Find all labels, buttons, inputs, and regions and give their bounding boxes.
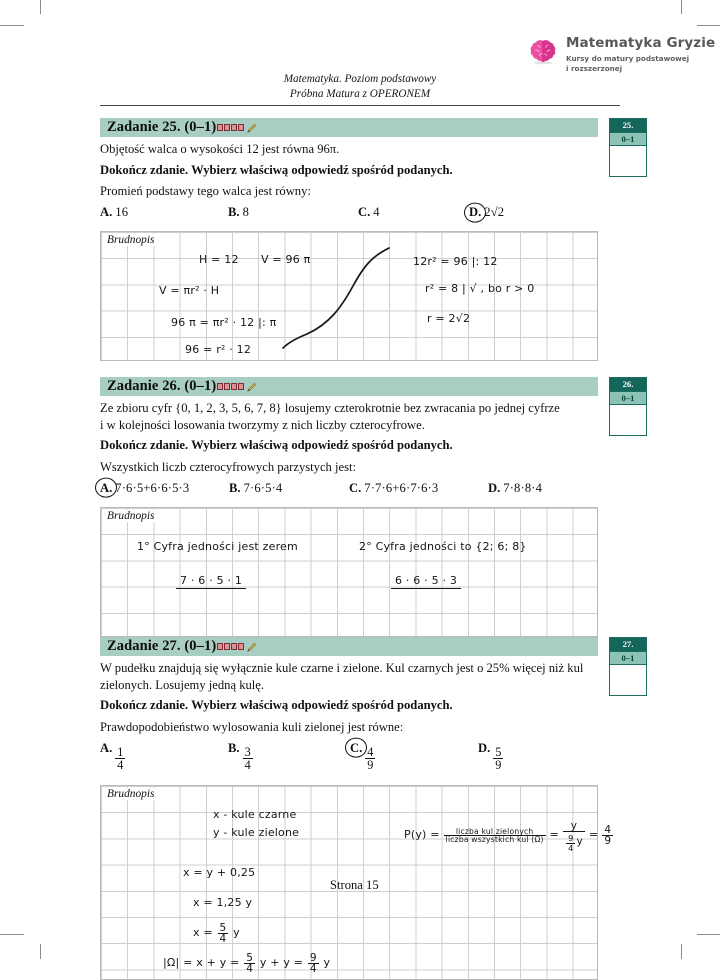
handwriting-line-omega: |Ω| = x + y = $\frac{5}{4}$ y + y = $\frac{9}{4}$ y (163, 951, 331, 976)
task-27-scratch-label: Brudnopis (106, 788, 157, 800)
crop-mark-bottom-left-vertical (40, 944, 41, 959)
crop-mark-bottom-right-horizontal (697, 934, 720, 935)
crop-mark-bottom-left-horizontal (0, 934, 24, 935)
task-26-header-bar (100, 377, 598, 396)
task-26-body-line-2: i w kolejności losowania tworzymy z nich liczby czterocyfrowe. (100, 417, 425, 432)
answer-label: A. (100, 205, 113, 220)
task-26-title: Zadanie 26. (0–1) (107, 378, 217, 394)
answer-label-circled: A. (100, 480, 113, 495)
task-26-answers (100, 481, 598, 503)
handwriting-fraction: $\frac{9}{4}$ (309, 951, 317, 976)
handwriting-line: r² = 8 | √ , bo r > 0 (425, 282, 535, 296)
handwriting-fraction: $\frac{5}{4}$ (246, 951, 254, 976)
fraction-numerator: 3 (244, 744, 251, 759)
task-25-key-blank[interactable] (610, 146, 646, 176)
answer-label: B. (228, 740, 240, 755)
handwriting-line: 2° Cyfra jedności to {2; 6; 8} (359, 539, 527, 553)
task-27-body-line-1: W pudełku znajdują się wyłącznie kule czarne i zielone. Kul czarnych jest o 25% więcej niż kul (100, 661, 584, 675)
task-27-key-number: 27. (610, 638, 646, 651)
task-27-answer-c[interactable] (350, 740, 375, 773)
brand-text-block (566, 36, 715, 74)
task-25-key-number: 25. (610, 119, 646, 132)
task-27-answer-b[interactable] (228, 740, 253, 773)
handwriting-line: V = 96 π (261, 253, 311, 267)
task-26-key-number: 26. (610, 378, 646, 391)
task-25-lead: Promień podstawy tego walca jest równy: (100, 184, 311, 199)
rating-squares-icon (217, 124, 244, 131)
handwriting-line: 96 = r² · 12 (185, 343, 252, 357)
fraction-denominator: 9 (367, 758, 374, 773)
fraction-denominator-text: liczba wszystkich kul (Ω) (445, 835, 544, 845)
task-27-instruction: Dokończ zdanie. Wybierz właściwą odpowiedź spośród podanych. (100, 698, 453, 713)
answer-label: D. (478, 740, 491, 755)
nested-fraction: $\frac{9}{4}$ (568, 833, 574, 853)
running-head (0, 72, 720, 102)
crop-mark-top-left-vertical (40, 0, 41, 14)
handwriting-line: x - kule czarne (213, 807, 297, 821)
brand-subtitle-line-2: i rozszerzonej (566, 63, 623, 73)
answer-value: 8 (242, 205, 250, 220)
running-head-line-1: Matematyka. Poziom podstawowy (283, 73, 437, 85)
answer-label: B. (228, 205, 240, 220)
handwriting-line: H = 12 (199, 253, 239, 267)
handwriting-line: x = y + 0,25 (183, 865, 256, 879)
crop-mark-top-left-horizontal (0, 25, 24, 26)
task-25-scratch-grid[interactable] (100, 231, 598, 361)
task-26-answer-a[interactable] (100, 481, 189, 496)
task-26-answer-c[interactable] (349, 481, 438, 496)
equals-sign: = (549, 828, 560, 842)
task-25-key-box (609, 118, 647, 177)
fraction-numerator: 5 (495, 744, 502, 759)
task-25-instruction: Dokończ zdanie. Wybierz właściwą odpowiedź spośród podanych. (100, 162, 453, 177)
answer-label: C. (349, 480, 362, 495)
rating-squares-icon (217, 383, 244, 390)
crop-mark-bottom-right-vertical (681, 944, 682, 959)
fraction-denominator: 4 (117, 758, 124, 773)
task-27-header-bar (100, 637, 598, 656)
task-25-title: Zadanie 25. (0–1) (107, 119, 217, 135)
brand-subtitle-line-1: Kursy do matury podstawowej (566, 53, 690, 63)
handwriting-line-x-equals-five-fourths-y: x = $\frac{5}{4}$ y (193, 921, 240, 946)
fraction-numerator: y (570, 819, 578, 832)
handwriting-line: 7 · 6 · 5 · 1 (176, 574, 246, 589)
handwriting-line: y - kule zielone (213, 825, 300, 839)
answer-value: 4 (373, 205, 380, 220)
brand-title: Matematyka Gryzie (566, 35, 716, 51)
answer-label: C. (358, 205, 371, 220)
handwriting-fraction-result: $\frac{4}{9}$ (604, 823, 612, 848)
answer-value: 7·6·5+6·6·5·3 (115, 480, 190, 495)
task-26-answer-b[interactable] (229, 481, 282, 496)
task-27-answer-a[interactable] (100, 740, 125, 773)
answer-fraction (115, 746, 125, 772)
handwriting-fraction-complex (563, 821, 585, 851)
task-26-lead: Wszystkich liczb czterocyfrowych parzystych jest: (100, 460, 356, 475)
handwriting-probability-formula (404, 819, 614, 853)
answer-value: 2√2 (484, 205, 505, 220)
handwriting-curly-brace-curve (281, 242, 401, 360)
fraction-numerator: 1 (117, 744, 124, 759)
task-26-key-blank[interactable] (610, 405, 646, 435)
brain-icon (528, 37, 558, 67)
task-25-answer-b[interactable] (228, 205, 249, 220)
answer-fraction (493, 746, 503, 772)
task-26-instruction: Dokończ zdanie. Wybierz właściwą odpowiedź spośród podanych. (100, 438, 453, 453)
task-27-key-box (609, 637, 647, 696)
handwriting-line: 1° Cyfra jedności jest zerem (137, 539, 298, 553)
fraction-numerator-text: liczba kul zielonych (455, 826, 534, 836)
handwriting-fraction-ratio (444, 828, 546, 844)
handwriting-line: 96 π = πr² · 12 |: π (171, 316, 277, 330)
task-27-body-line-2: zielonych. Losujemy jedną kulę. (100, 677, 265, 692)
task-25-scratch-label: Brudnopis (106, 234, 157, 246)
running-head-rule (100, 105, 620, 106)
pencil-icon (246, 641, 258, 653)
task-26-key-range: 0–1 (610, 391, 646, 406)
answer-value: 7·7·6+6·7·6·3 (364, 480, 439, 495)
task-25-body: Objętość walca o wysokości 12 jest równa 96π. (100, 142, 340, 156)
answer-label: A. (100, 740, 113, 755)
handwriting-line: x = 1,25 y (193, 895, 253, 909)
task-26 (100, 377, 598, 637)
task-26-body-line-1: Ze zbioru cyfr {0, 1, 2, 3, 5, 6, 7, 8} losujemy czterokrotnie bez zwracania po jednej cyfrze (100, 401, 560, 415)
task-27-key-range: 0–1 (610, 651, 646, 666)
rating-squares-icon (217, 643, 244, 650)
answer-value: 16 (115, 205, 129, 220)
page-footer-number: Strona 15 (330, 878, 379, 892)
fraction-denominator: 9 (495, 758, 502, 773)
task-27-key-blank[interactable] (610, 665, 646, 695)
task-25-key-range: 0–1 (610, 132, 646, 147)
answer-label-circled: C. (350, 740, 363, 755)
task-27-answers (100, 741, 598, 781)
task-27-answer-d[interactable] (478, 740, 503, 773)
answer-label-circled: D. (469, 205, 482, 220)
handwriting-line: 12r² = 96 |: 12 (413, 255, 498, 269)
handwriting-fraction: $\frac{5}{4}$ (219, 921, 227, 946)
task-26-answer-d[interactable] (488, 481, 542, 496)
fraction-denominator: 4 (244, 758, 251, 773)
answer-value: 7·6·5·4 (243, 480, 283, 495)
task-27-title: Zadanie 27. (0–1) (107, 638, 217, 654)
answer-label: D. (488, 480, 501, 495)
brand-logo (528, 36, 715, 74)
running-head-line-2: Próbna Matura z OPERONEM (289, 88, 431, 101)
task-25-answer-c[interactable] (358, 205, 380, 220)
fraction-numerator: 4 (367, 744, 374, 759)
pencil-icon (246, 122, 258, 134)
answer-fraction (365, 746, 375, 772)
task-26-key-box (609, 377, 647, 436)
crop-mark-top-right-horizontal (697, 25, 720, 26)
equals-sign: = (588, 828, 599, 842)
handwriting-line: 6 · 6 · 5 · 3 (391, 574, 461, 589)
handwriting-line: r = 2√2 (427, 312, 471, 326)
task-25-answer-d[interactable] (469, 205, 504, 220)
probability-label: P(y) = (404, 828, 440, 842)
task-25-answers (100, 205, 598, 227)
handwriting-line: V = πr² · H (159, 284, 220, 298)
task-25 (100, 118, 598, 361)
answer-fraction (243, 746, 253, 772)
task-27 (100, 637, 612, 980)
pencil-icon (246, 381, 258, 393)
task-26-scratch-label: Brudnopis (106, 510, 157, 522)
task-26-scratch-grid[interactable] (100, 507, 598, 637)
answer-label: B. (229, 480, 241, 495)
task-25-header-bar (100, 118, 598, 137)
task-27-lead: Prawdopodobieństwo wylosowania kuli zielonej jest równe: (100, 720, 404, 735)
task-25-answer-a[interactable] (100, 205, 128, 220)
answer-value: 7·8·8·4 (503, 480, 543, 495)
fraction-denominator: $\frac{9}{4}$ y (563, 831, 585, 850)
crop-mark-top-right-vertical (681, 0, 682, 14)
